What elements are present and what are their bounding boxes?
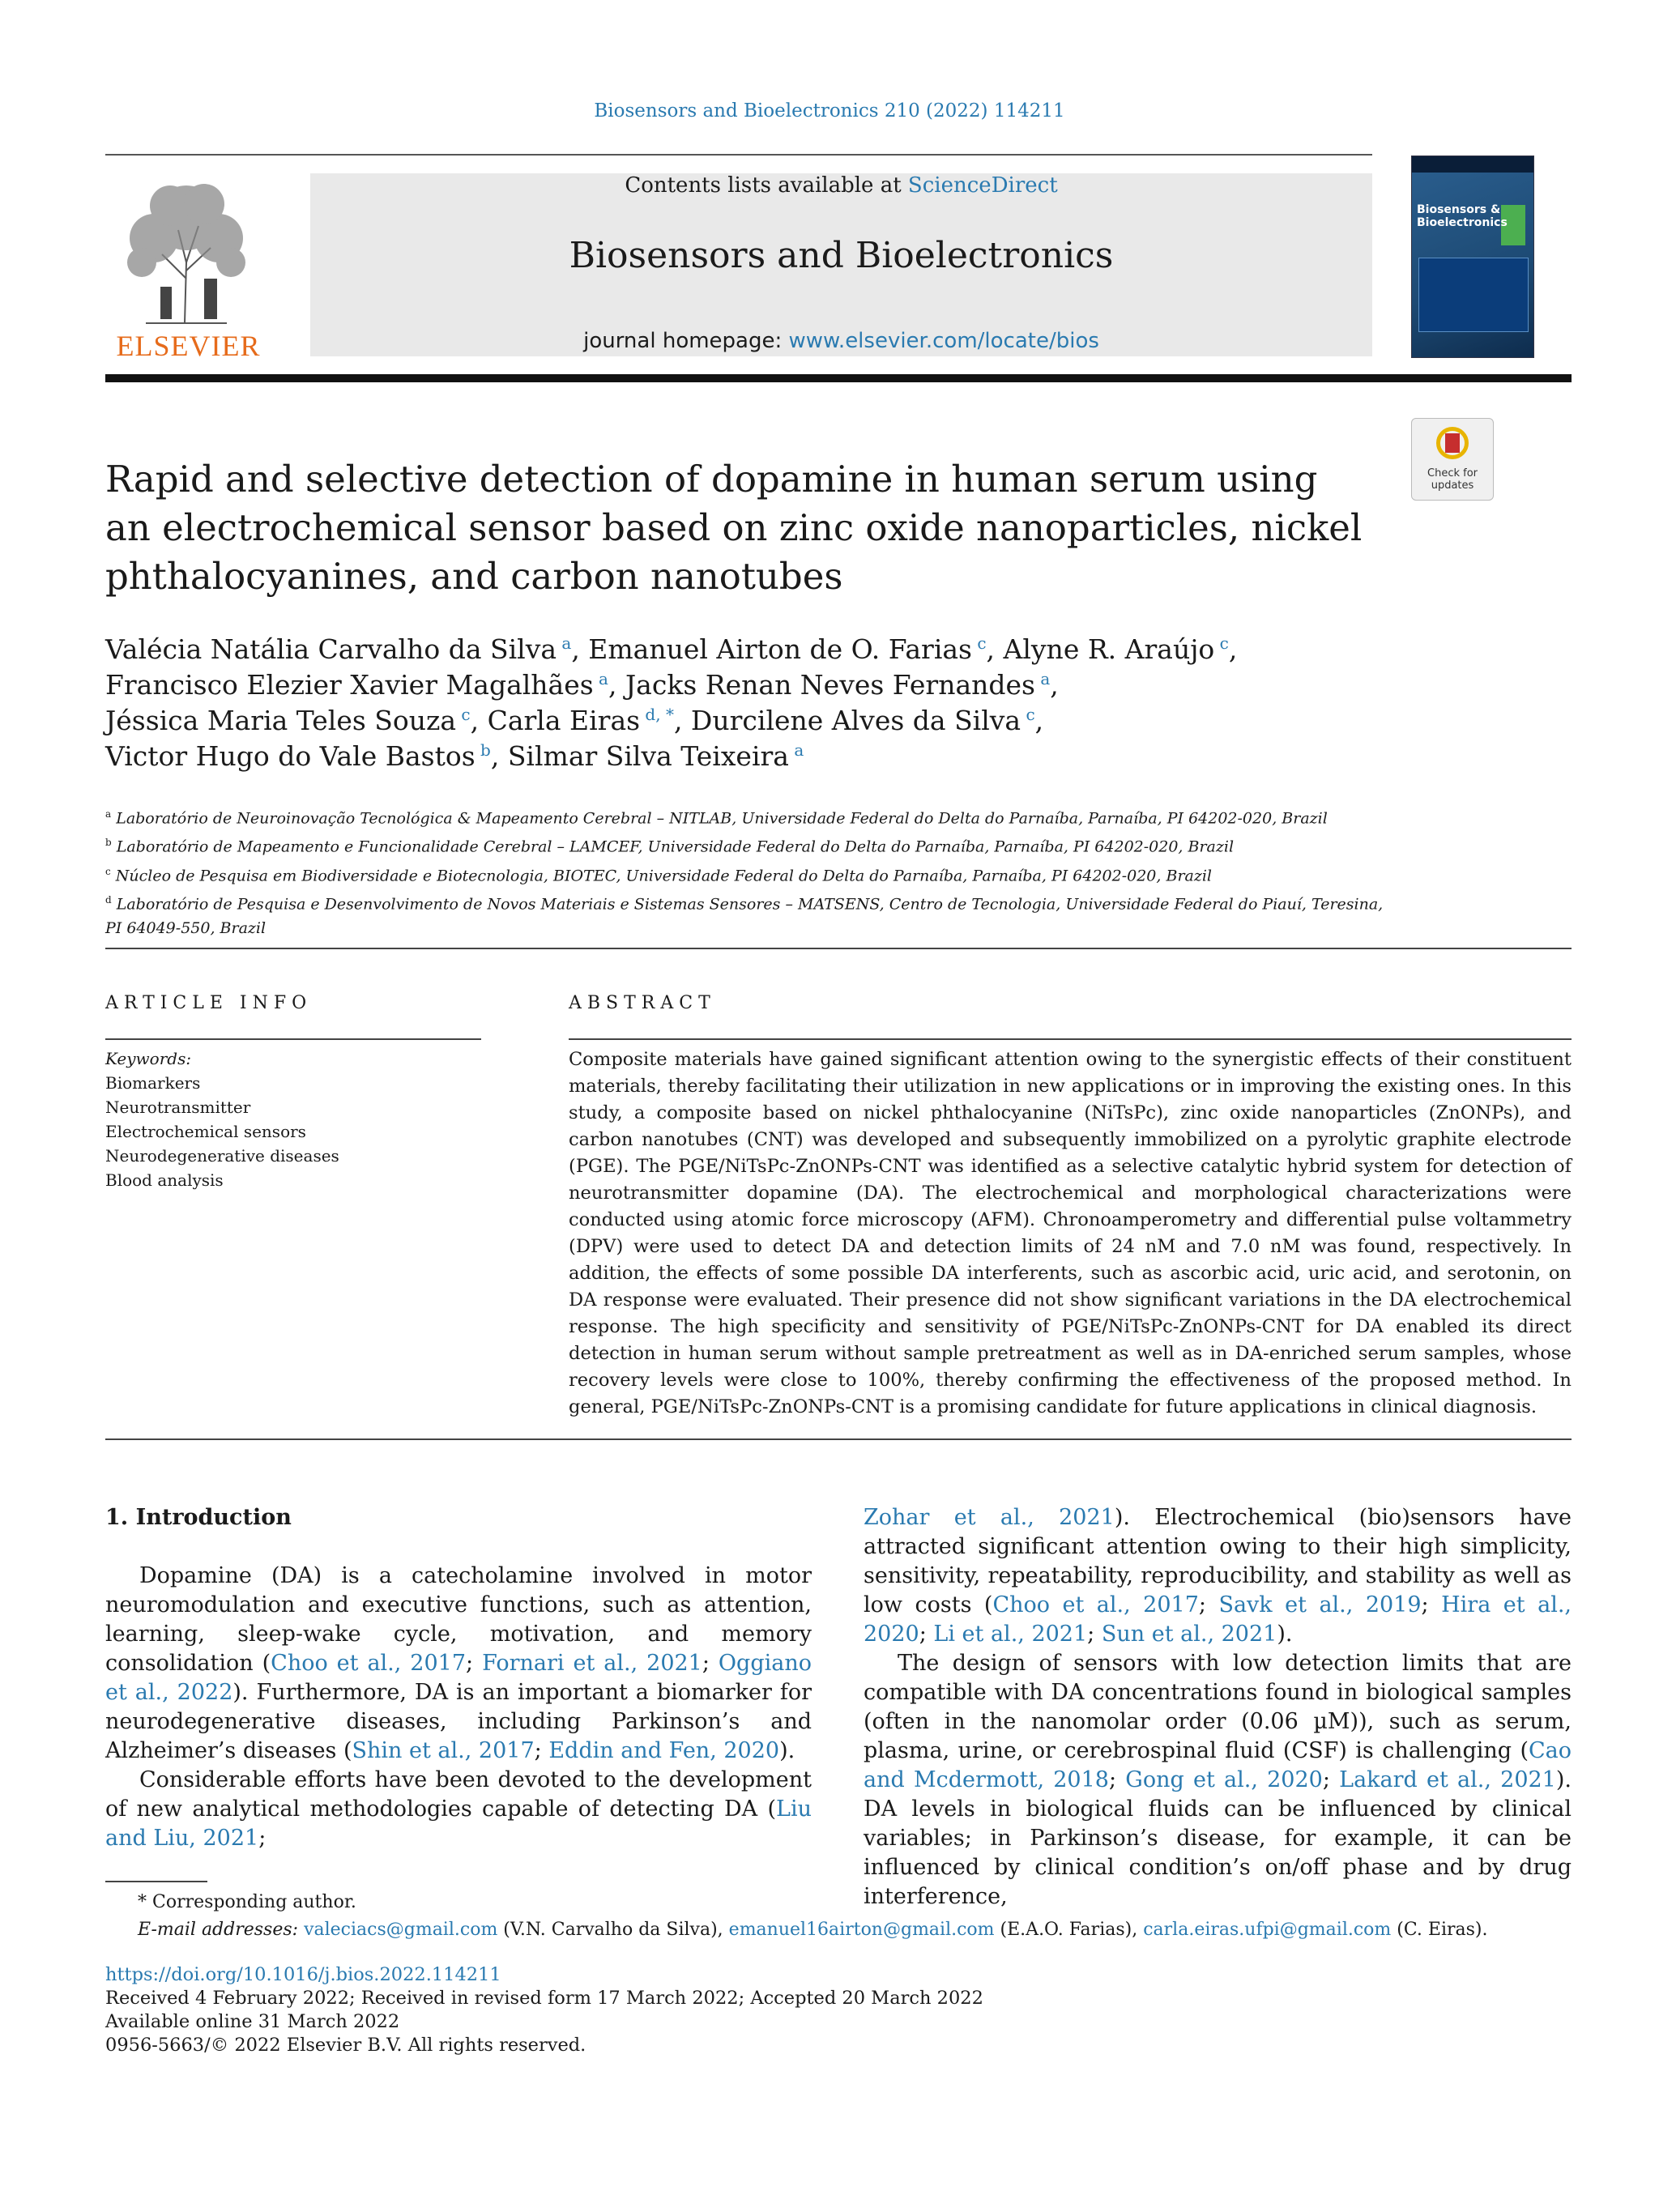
text-run: ; bbox=[534, 1738, 549, 1763]
received-dates: Received 4 February 2022; Received in revised form 17 March 2022; Accepted 20 March 2022 bbox=[105, 1988, 983, 2009]
affiliation-mark: b bbox=[105, 837, 112, 849]
author-name: Jacks Renan Neves Fernandes bbox=[625, 669, 1035, 701]
copyright-line: 0956-5663/© 2022 Elsevier B.V. All rights reserved. bbox=[105, 2035, 586, 2056]
text-run: ; bbox=[1108, 1767, 1126, 1792]
text-run: Dopamine (DA) is a catecholamine involved in motor neuromodulation and executive functions, such as attention, learning, sleep-wake cycle, motivation, and memory consolidation ( bbox=[105, 1563, 812, 1676]
affiliation-item bbox=[105, 888, 1385, 940]
affiliation-mark: d bbox=[105, 893, 112, 906]
citation-link[interactable]: Lakard et al., 2021 bbox=[1339, 1767, 1556, 1792]
author-name: Victor Hugo do Vale Bastos bbox=[105, 740, 476, 772]
author-name: Francisco Elezier Xavier Magalhães bbox=[105, 669, 594, 701]
text-run: ; bbox=[466, 1651, 483, 1676]
citation-link[interactable]: Shin et al., 2017 bbox=[352, 1738, 535, 1763]
keyword-item: Biomarkers bbox=[105, 1073, 201, 1093]
affiliation-text: Núcleo de Pesquisa em Biodiversidade e Biotecnologia, BIOTEC, Universidade Federal do Delta do Parnaíba, Parnaíba, PI 64202-020, Brazil bbox=[110, 866, 1213, 884]
footnote-rule bbox=[105, 1881, 207, 1882]
article-title: Rapid and selective detection of dopamine in human serum using an electrochemical sensor based on zinc oxide nanoparticles, nickel phthalocyanines, and carbon nanotubes bbox=[105, 458, 1363, 598]
author-name: Carla Eiras bbox=[487, 705, 641, 736]
author-name: Durcilene Alves da Silva bbox=[690, 705, 1021, 736]
bookmark-icon bbox=[1445, 433, 1460, 453]
citation-link[interactable]: Gong et al., 2020 bbox=[1125, 1767, 1323, 1792]
abstract-heading: ABSTRACT bbox=[569, 993, 716, 1013]
title-rule bbox=[105, 948, 1572, 949]
author-affiliation-mark[interactable]: b bbox=[475, 740, 491, 760]
citation-link[interactable]: Liu and Liu, 2021 bbox=[105, 1796, 812, 1851]
journal-cover-image[interactable] bbox=[1411, 156, 1534, 358]
keywords-block bbox=[105, 1046, 478, 1192]
text-run: ; bbox=[1421, 1592, 1442, 1617]
section-heading-introduction: 1. Introduction bbox=[105, 1505, 292, 1530]
text-run: (C. Eiras). bbox=[1391, 1920, 1488, 1940]
citation-link[interactable]: Choo et al., 2017 bbox=[271, 1651, 467, 1676]
body-column-right bbox=[864, 1503, 1572, 1912]
citation-link[interactable]: Eddin and Fen, 2020 bbox=[548, 1738, 780, 1763]
author-separator: , bbox=[673, 705, 691, 736]
text-run: ; bbox=[919, 1622, 934, 1647]
author-separator: , bbox=[986, 633, 1004, 665]
author-separator: , bbox=[1034, 705, 1044, 736]
text-run: ; bbox=[1087, 1622, 1102, 1647]
header-rule bbox=[105, 154, 1372, 156]
affiliation-text: Laboratório de Neuroinovação Tecnológica & Mapeamento Cerebral – NITLAB, Universidade Federal do Delta do Parnaíba, Parnaíba, PI 64202-020, Brazil bbox=[111, 809, 1328, 828]
author-affiliation-mark[interactable]: c bbox=[456, 705, 471, 724]
article-info-rule bbox=[105, 1038, 481, 1040]
affiliation-item bbox=[105, 802, 1385, 830]
author-name: Jéssica Maria Teles Souza bbox=[105, 705, 457, 736]
citation-link[interactable]: Li et al., 2021 bbox=[933, 1622, 1088, 1647]
citation-link[interactable]: Zohar et al., 2021 bbox=[864, 1505, 1115, 1530]
affiliation-list bbox=[105, 802, 1385, 940]
affiliation-text: Laboratório de Pesquisa e Desenvolvimento de Novos Materiais e Sistemas Sensores – MATSENS, Centro de Tecnologia, Universidade Federal do Piauí, Teresina, PI 64049-550, Brazil bbox=[105, 895, 1384, 938]
cover-top-bar bbox=[1412, 156, 1533, 173]
author-separator: , bbox=[490, 740, 508, 772]
homepage-line bbox=[310, 329, 1372, 353]
header-thick-rule bbox=[105, 374, 1572, 382]
text-run: (V.N. Carvalho da Silva), bbox=[497, 1920, 729, 1940]
author-affiliation-mark[interactable]: a bbox=[1034, 669, 1051, 688]
text-run: ; bbox=[258, 1826, 267, 1851]
keyword-item: Blood analysis bbox=[105, 1170, 224, 1190]
author-affiliation-mark[interactable]: c bbox=[1021, 705, 1035, 724]
email-addresses bbox=[105, 1916, 1563, 1944]
homepage-link[interactable]: www.elsevier.com/locate/bios bbox=[788, 329, 1099, 353]
citation-link[interactable]: Choo et al., 2017 bbox=[992, 1592, 1199, 1617]
author-affiliation-mark[interactable]: a bbox=[788, 740, 804, 760]
journal-banner bbox=[310, 173, 1372, 356]
affiliation-mark: a bbox=[105, 808, 112, 820]
author-separator: , bbox=[608, 669, 625, 701]
contents-line bbox=[310, 173, 1372, 198]
author-affiliation-mark[interactable]: d, * bbox=[640, 705, 674, 724]
author-name: Alyne R. Araújo bbox=[1003, 633, 1215, 665]
text-run: ). Furthermore, DA is an important a biomarker for neurodegenerative diseases, including Parkinson’s and Alzheimer’s diseases ( bbox=[105, 1680, 812, 1763]
keyword-item: Neurodegenerative diseases bbox=[105, 1146, 339, 1166]
cover-title: Biosensors & Bioelectronics bbox=[1417, 203, 1508, 229]
affiliation-item bbox=[105, 830, 1385, 859]
author-affiliation-mark[interactable]: c bbox=[971, 633, 987, 653]
article-metadata bbox=[105, 1963, 1239, 2057]
check-for-updates-button[interactable] bbox=[1411, 418, 1494, 501]
author-affiliation-mark[interactable]: a bbox=[557, 633, 572, 653]
citation-link[interactable]: Sun et al., 2021 bbox=[1101, 1622, 1277, 1647]
doi-link[interactable]: https://doi.org/10.1016/j.bios.2022.114211 bbox=[105, 1964, 501, 1985]
affiliation-item bbox=[105, 859, 1385, 888]
author-separator: , bbox=[1050, 669, 1059, 701]
abstract-text: Composite materials have gained significant attention owing to the synergistic effects of their constituent materials, thereby facilitating their utilization in new applications or in improving the existing ones. In this study, a composite based on nickel phthalocyanine (NiTsPc), zinc oxide nanoparticles (ZnONPs), and carbon nanotubes (CNT) was developed and subsequently immobilized on a pyrolytic graphite electrode (PGE). The PGE/NiTsPc-ZnONPs-CNT was identified as a selective catalytic hybrid system for detection of neurotransmitter dopamine (DA). The electrochemical and morphological characterizations were conducted using atomic force microscopy (AFM). Chronoamperometry and differential pulse voltammetry (DPV) were used to detect DA and detection limits of 24 nM and 7.0 nM was found, respectively. In addition, the effects of some possible DA interferents, such as ascorbic acid, uric acid, and serotonin, on DA response were evaluated. Their presence did not show significant variations in the DA electrochemical response. The high specificity and sensitivity of PGE/NiTsPc-ZnONPs-CNT for DA enabled its direct detection in human serum without sample pretreatment as well as in DA-enriched serum samples, whose recovery levels were close to 100%, thereby confirming the effectiveness of the proposed method. In general, PGE/NiTsPc-ZnONPs-CNT is a promising candidate for future applications in clinical diagnosis. bbox=[569, 1049, 1572, 1417]
cover-artwork bbox=[1418, 258, 1529, 332]
keywords-list bbox=[105, 1071, 478, 1192]
author-affiliation-mark[interactable]: a bbox=[593, 669, 608, 688]
elsevier-wordmark: ELSEVIER bbox=[116, 330, 261, 362]
contents-prefix: Contents lists available at bbox=[625, 173, 908, 198]
abstract-rule bbox=[569, 1038, 1572, 1040]
author-name: Emanuel Airton de O. Farias bbox=[588, 633, 972, 665]
citation-link[interactable]: Fornari et al., 2021 bbox=[482, 1651, 702, 1676]
author-separator: , bbox=[470, 705, 488, 736]
text-run: ). DA levels in biological fluids can be influenced by clinical variables; in Parkinson’s disease, for example, it can be influenced by clinical condition’s on/off phase and by drug interference, bbox=[864, 1767, 1572, 1909]
homepage-prefix: journal homepage: bbox=[583, 329, 789, 353]
email-link[interactable]: carla.eiras.ufpi@gmail.com bbox=[1143, 1920, 1392, 1940]
affiliation-mark: c bbox=[105, 865, 111, 877]
citation-link[interactable]: Hira et al., 2020 bbox=[864, 1592, 1572, 1647]
author-separator: , bbox=[571, 633, 589, 665]
journal-title: Biosensors and Bioelectronics bbox=[569, 235, 1114, 276]
text-run: (E.A.O. Farias), bbox=[994, 1920, 1144, 1940]
sciencedirect-link[interactable]: ScienceDirect bbox=[907, 173, 1058, 198]
email-link[interactable]: emanuel16airton@gmail.com bbox=[728, 1920, 995, 1940]
citation-link[interactable]: Cao and Mcdermott, 2018 bbox=[864, 1738, 1572, 1792]
author-name: Silmar Silva Teixeira bbox=[507, 740, 789, 772]
keyword-item: Neurotransmitter bbox=[105, 1097, 251, 1117]
paragraph-4 bbox=[864, 1649, 1572, 1912]
author-name: Valécia Natália Carvalho da Silva bbox=[105, 633, 557, 665]
text-run: ). Electrochemical (bio)sensors have attracted significant attention owing to their high simplicity, sensitivity, repeatability, reproducibility, and stability as well as low costs ( bbox=[864, 1505, 1572, 1617]
author-affiliation-mark[interactable]: c bbox=[1214, 633, 1229, 653]
affiliation-text: Laboratório de Mapeamento e Funcionalidade Cerebral – LAMCEF, Universidade Federal do Delta do Parnaíba, Parnaíba, PI 64202-020, Brazil bbox=[111, 837, 1235, 856]
citation-link[interactable]: Savk et al., 2019 bbox=[1218, 1592, 1422, 1617]
text-run: The design of sensors with low detection limits that are compatible with DA concentrations found in biological samples (often in the nanomolar order (0.06 µM)), such as serum, plasma, urine, or cerebrospinal fluid (CSF) is challenging ( bbox=[864, 1651, 1572, 1763]
paragraph-2 bbox=[105, 1766, 812, 1853]
keyword-item: Electrochemical sensors bbox=[105, 1122, 306, 1141]
text-run: E-mail addresses: bbox=[138, 1920, 305, 1940]
author-separator: , bbox=[1228, 633, 1238, 665]
keywords-heading: Keywords: bbox=[105, 1049, 192, 1068]
author-list bbox=[105, 632, 1401, 774]
check-updates-label: Check for updates bbox=[1427, 467, 1478, 492]
abstract-bottom-rule bbox=[105, 1438, 1572, 1440]
text-run: ). bbox=[1277, 1622, 1293, 1647]
text-run: ; bbox=[1322, 1767, 1340, 1792]
available-online-date: Available online 31 March 2022 bbox=[105, 2011, 400, 2032]
email-link[interactable]: valeciacs@gmail.com bbox=[304, 1920, 498, 1940]
text-run: ). bbox=[779, 1738, 795, 1763]
body-column-left bbox=[105, 1503, 812, 1853]
text-run: Considerable efforts have been devoted to the development of new analytical methodologies capable of detecting DA ( bbox=[105, 1767, 812, 1822]
article-info-heading: ARTICLE INFO bbox=[105, 993, 313, 1013]
citation-link[interactable]: Oggiano et al., 2022 bbox=[105, 1651, 812, 1705]
elsevier-logo[interactable] bbox=[105, 173, 271, 361]
footnotes bbox=[105, 1889, 1563, 1944]
text-run: ; bbox=[1198, 1592, 1219, 1617]
journal-citation[interactable]: Biosensors and Bioelectronics 210 (2022) 114211 bbox=[594, 100, 1065, 121]
paragraph-1 bbox=[105, 1562, 812, 1766]
corresponding-author-note: * Corresponding author. bbox=[138, 1892, 356, 1912]
paragraph-3 bbox=[864, 1503, 1572, 1649]
tree-logo-icon bbox=[113, 173, 259, 327]
text-run: ; bbox=[702, 1651, 719, 1676]
